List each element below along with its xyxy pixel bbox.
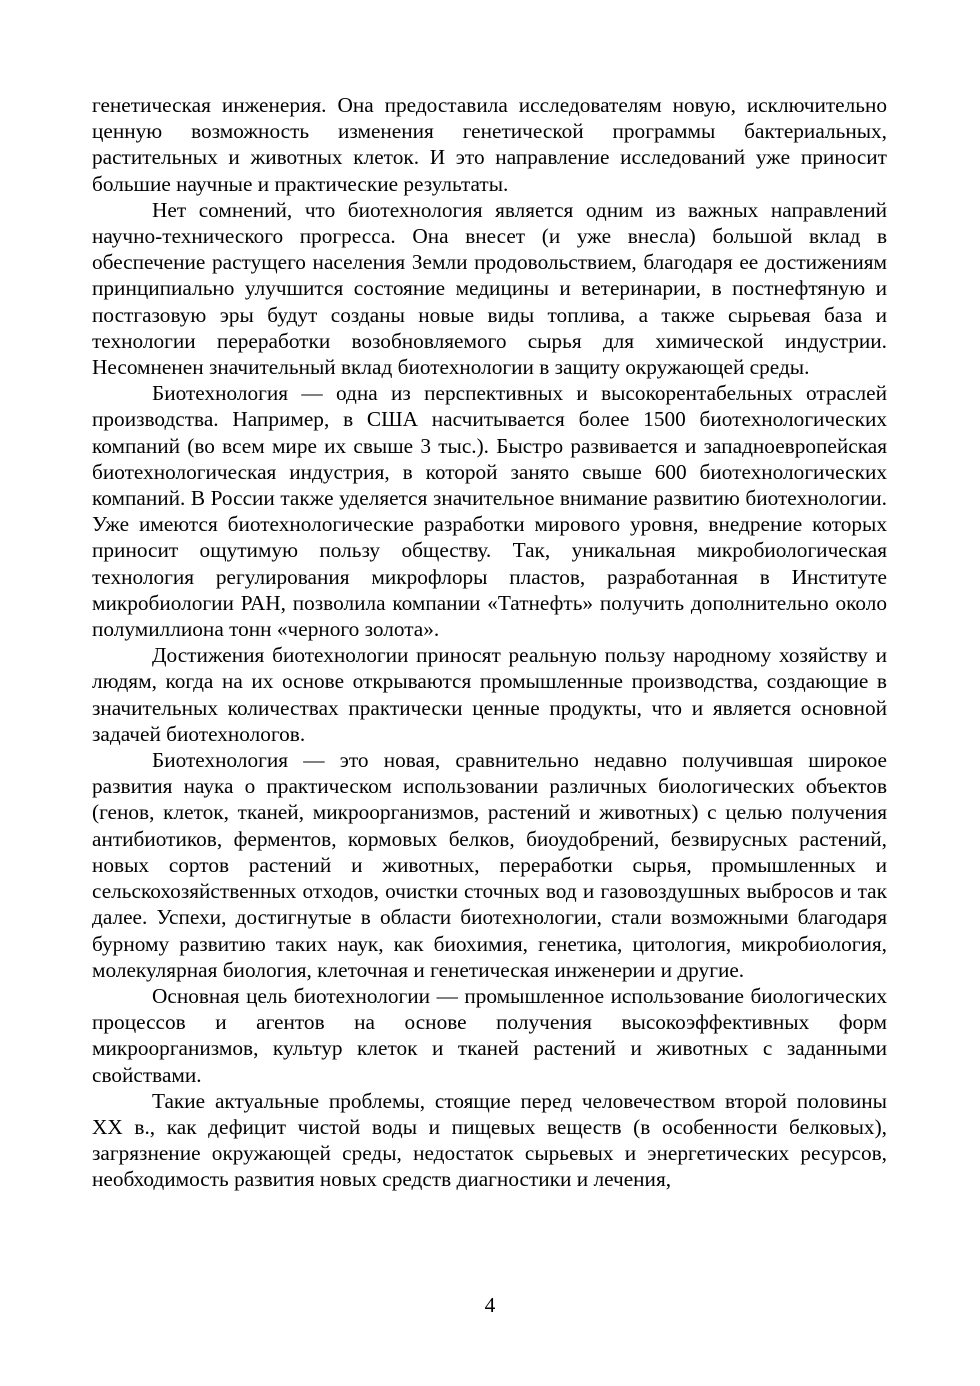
paragraph-3: Биотехнология — одна из перспективных и высокорентабельных отраслей производства. Например, в США насчитывается более 1500 биотехнологических компаний (во всем мире их свыше 3 тыс.). Быстро развивается и западноевропейская биотехнологическая индустрия, в которой занято свыше 600 биотехнологических компаний. В России также уделяется значительное внимание развитию биотехнологии. Уже имеются биотехнологические разработки мирового уровня, внедрение которых приносит ощутимую пользу обществу. Так, уникальная микробиологическая технология регулирования микрофлоры пластов, разработанная в Институте микробиологии РАН, позволила компании «Татнефть» получить дополнительно около полумиллиона тонн «черного золота». [92, 381, 887, 642]
paragraph-6: Основная цель биотехнологии — промышленное использование биологических процессов и агентов на основе получения высокоэффективных форм микроорганизмов, культур клеток и тканей растений и животных с заданными свойствами. [92, 983, 887, 1087]
body-text [92, 92, 887, 1193]
paragraph-4: Достижения биотехнологии приносят реальную пользу народному хозяйству и людям, когда на их основе открываются промышленные производства, создающие в значительных количествах практически ценные продукты, что и является основной задачей биотехнологов. [92, 643, 887, 746]
paragraph-2: Нет сомнений, что биотехнология является одним из важных направлений научно-технического прогресса. Она внесет (и уже внесла) большой вклад в обеспечение растущего населения Земли продовольствием, благодаря ее достижениям принципиально улучшится состояние медицины и ветеринарии, в постнефтяную и постгазовую эры будут созданы новые виды топлива, а также сырьевая база и технологии переработки возобновляемого сырья для химической индустрии. Несомненен значительный вклад биотехнологии в защиту окружающей среды. [92, 197, 887, 380]
paragraph-1: генетическая инженерия. Она предоставила исследователям новую, исключительно ценную возможность изменения генетической программы бактериальных, растительных и животных клеток. И это направление исследований уже приносит большие научные и практические результаты. [92, 93, 887, 196]
paragraph-5: Биотехнология — это новая, сравнительно недавно получившая широкое развития наука о практическом использовании различных биологических объектов (генов, клеток, тканей, микроорганизмов, растений и животных) с целью получения антибиотиков, ферментов, кормовых белков, биоудобрений, безвирусных растений, новых сортов растений и животных, переработки сырья, промышленных и сельскохозяйственных отходов, очистки сточных вод и газовоздушных выбросов и так далее. Успехи, достигнутые в области биотехнологии, стали возможными благодаря бурному развитию таких наук, как биохимия, генетика, цитология, микробиология, молекулярная биология, клеточная и генетическая инженерии и другие. [92, 748, 887, 982]
paragraph-7: Такие актуальные проблемы, стоящие перед человечеством второй половины XX в., как дефицит чистой воды и пищевых веществ (в особенности белковых), загрязнение окружающей среды, недостаток сырьевых и энергетических ресурсов, необходимость развития новых средств диагностики и лечения, [92, 1088, 887, 1192]
page-number: 4 [484, 1293, 496, 1317]
